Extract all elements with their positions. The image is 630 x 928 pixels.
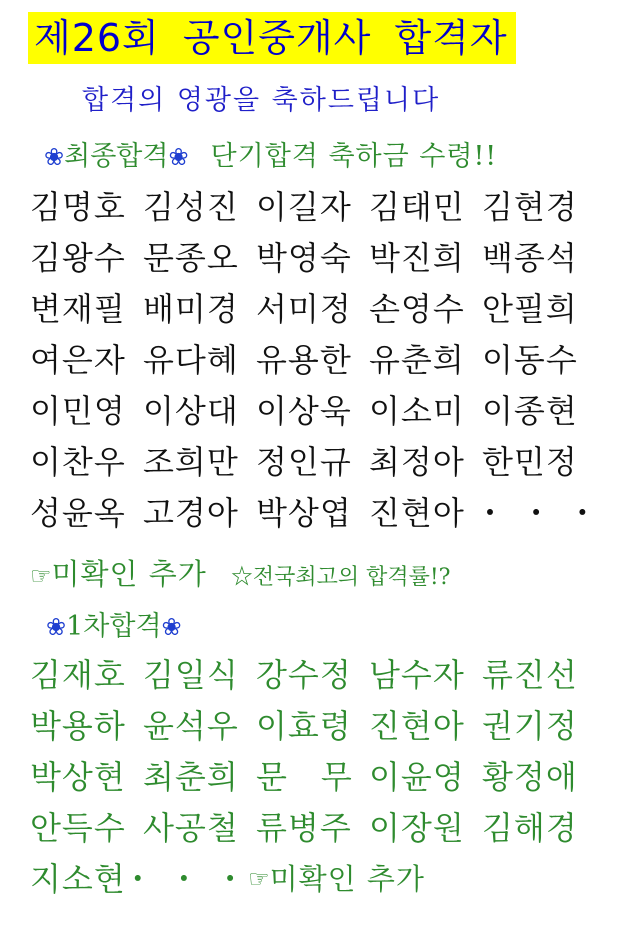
name-item: 김왕수 bbox=[30, 239, 126, 277]
name-item: 지소현 bbox=[30, 860, 126, 898]
name-item: 배미경 bbox=[143, 290, 239, 328]
name-item: 서미정 bbox=[256, 290, 352, 328]
name-item: 진현아 bbox=[369, 707, 465, 745]
ellipsis-dots: ･ ･ ･ bbox=[482, 494, 601, 532]
ellipsis-dots: ･ ･ ･ bbox=[129, 860, 249, 898]
name-item: 김해경 bbox=[482, 809, 578, 847]
title-banner bbox=[28, 12, 516, 64]
name-item: 이장원 bbox=[369, 809, 465, 847]
name-item: 유다혜 bbox=[143, 341, 239, 379]
name-item: 정인규 bbox=[256, 443, 352, 481]
flower-icon: ❀ bbox=[168, 143, 189, 171]
name-item: 이종현 bbox=[482, 392, 578, 430]
name-row bbox=[30, 752, 595, 803]
flower-icon: ❀ bbox=[161, 613, 182, 641]
name-item: 권기정 bbox=[482, 707, 578, 745]
slogan-text: 전국최고의 합격률!? bbox=[252, 565, 451, 590]
star-icon: ☆ bbox=[230, 565, 253, 590]
name-item: 류병주 bbox=[256, 809, 352, 847]
name-row bbox=[30, 233, 595, 284]
name-item: 문 무 bbox=[256, 758, 353, 796]
final-section-label: 최종합격 bbox=[64, 141, 169, 172]
page-title: 제26회 공인중개사 합격자 bbox=[34, 16, 508, 60]
name-item: 김태민 bbox=[369, 188, 465, 226]
unconfirmed-added-note: 미확인 추가 bbox=[51, 557, 207, 591]
name-row-last bbox=[30, 854, 595, 905]
name-item: 여은자 bbox=[30, 341, 126, 379]
flower-icon: ❀ bbox=[44, 143, 65, 171]
name-item: 이동수 bbox=[482, 341, 578, 379]
name-row bbox=[30, 488, 601, 539]
name-item: 이윤영 bbox=[369, 758, 465, 796]
name-item: 박용하 bbox=[30, 707, 126, 745]
name-item: 김명호 bbox=[30, 188, 126, 226]
final-section-subtitle: 단기합격 축하금 수령!! bbox=[210, 141, 498, 172]
name-item: 사공철 bbox=[143, 809, 239, 847]
extra-line bbox=[30, 552, 450, 593]
name-row bbox=[30, 284, 595, 335]
name-item: 박상현 bbox=[30, 758, 126, 796]
congrats-message: 합격의 영광을 축하드립니다 bbox=[82, 85, 441, 116]
name-row bbox=[30, 335, 595, 386]
name-item: 손영수 bbox=[369, 290, 465, 328]
name-item: 박진희 bbox=[369, 239, 465, 277]
name-item: 박상엽 bbox=[256, 494, 352, 532]
name-item: 이소미 bbox=[369, 392, 465, 430]
name-item: 이찬우 bbox=[30, 443, 126, 481]
final-section-header bbox=[44, 134, 497, 173]
name-item: 이민영 bbox=[30, 392, 126, 430]
unconfirmed-added-note: 미확인 추가 bbox=[269, 862, 425, 896]
name-item: 황정애 bbox=[482, 758, 578, 796]
name-item: 최춘희 bbox=[143, 758, 239, 796]
name-item: 유용한 bbox=[256, 341, 352, 379]
name-item: 한민정 bbox=[482, 443, 578, 481]
name-row bbox=[30, 386, 595, 437]
name-item: 김재호 bbox=[30, 656, 126, 694]
final-names-list bbox=[30, 182, 601, 539]
name-item: 김일식 bbox=[143, 656, 239, 694]
name-item: 백종석 bbox=[482, 239, 578, 277]
name-item: 변재필 bbox=[30, 290, 126, 328]
name-item: 이상대 bbox=[143, 392, 239, 430]
name-item: 유춘희 bbox=[369, 341, 465, 379]
name-item: 성윤옥 bbox=[30, 494, 126, 532]
name-item: 윤석우 bbox=[143, 707, 239, 745]
flower-icon: ❀ bbox=[46, 613, 67, 641]
name-item: 조희만 bbox=[143, 443, 239, 481]
name-item: 문종오 bbox=[143, 239, 239, 277]
name-item: 김현경 bbox=[482, 188, 578, 226]
first-section-header bbox=[46, 604, 182, 643]
name-item: 이상욱 bbox=[256, 392, 352, 430]
name-item: 진현아 bbox=[369, 494, 465, 532]
name-item: 강수정 bbox=[256, 656, 352, 694]
name-item: 류진선 bbox=[482, 656, 578, 694]
name-row bbox=[30, 650, 595, 701]
pointing-hand-icon: ☞ bbox=[248, 865, 270, 893]
name-item: 안득수 bbox=[30, 809, 126, 847]
name-item: 고경아 bbox=[143, 494, 239, 532]
name-item: 안필희 bbox=[482, 290, 578, 328]
name-row bbox=[30, 182, 595, 233]
first-section-label: 1차합격 bbox=[66, 611, 162, 642]
name-item: 박영숙 bbox=[256, 239, 352, 277]
name-item: 남수자 bbox=[369, 656, 465, 694]
name-row bbox=[30, 701, 595, 752]
pointing-hand-icon: ☞ bbox=[30, 562, 52, 590]
name-item: 최정아 bbox=[369, 443, 465, 481]
name-row bbox=[30, 803, 595, 854]
first-names-list bbox=[30, 650, 595, 905]
name-item: 김성진 bbox=[143, 188, 239, 226]
name-row bbox=[30, 437, 595, 488]
name-item: 이효령 bbox=[256, 707, 352, 745]
name-item: 이길자 bbox=[256, 188, 352, 226]
